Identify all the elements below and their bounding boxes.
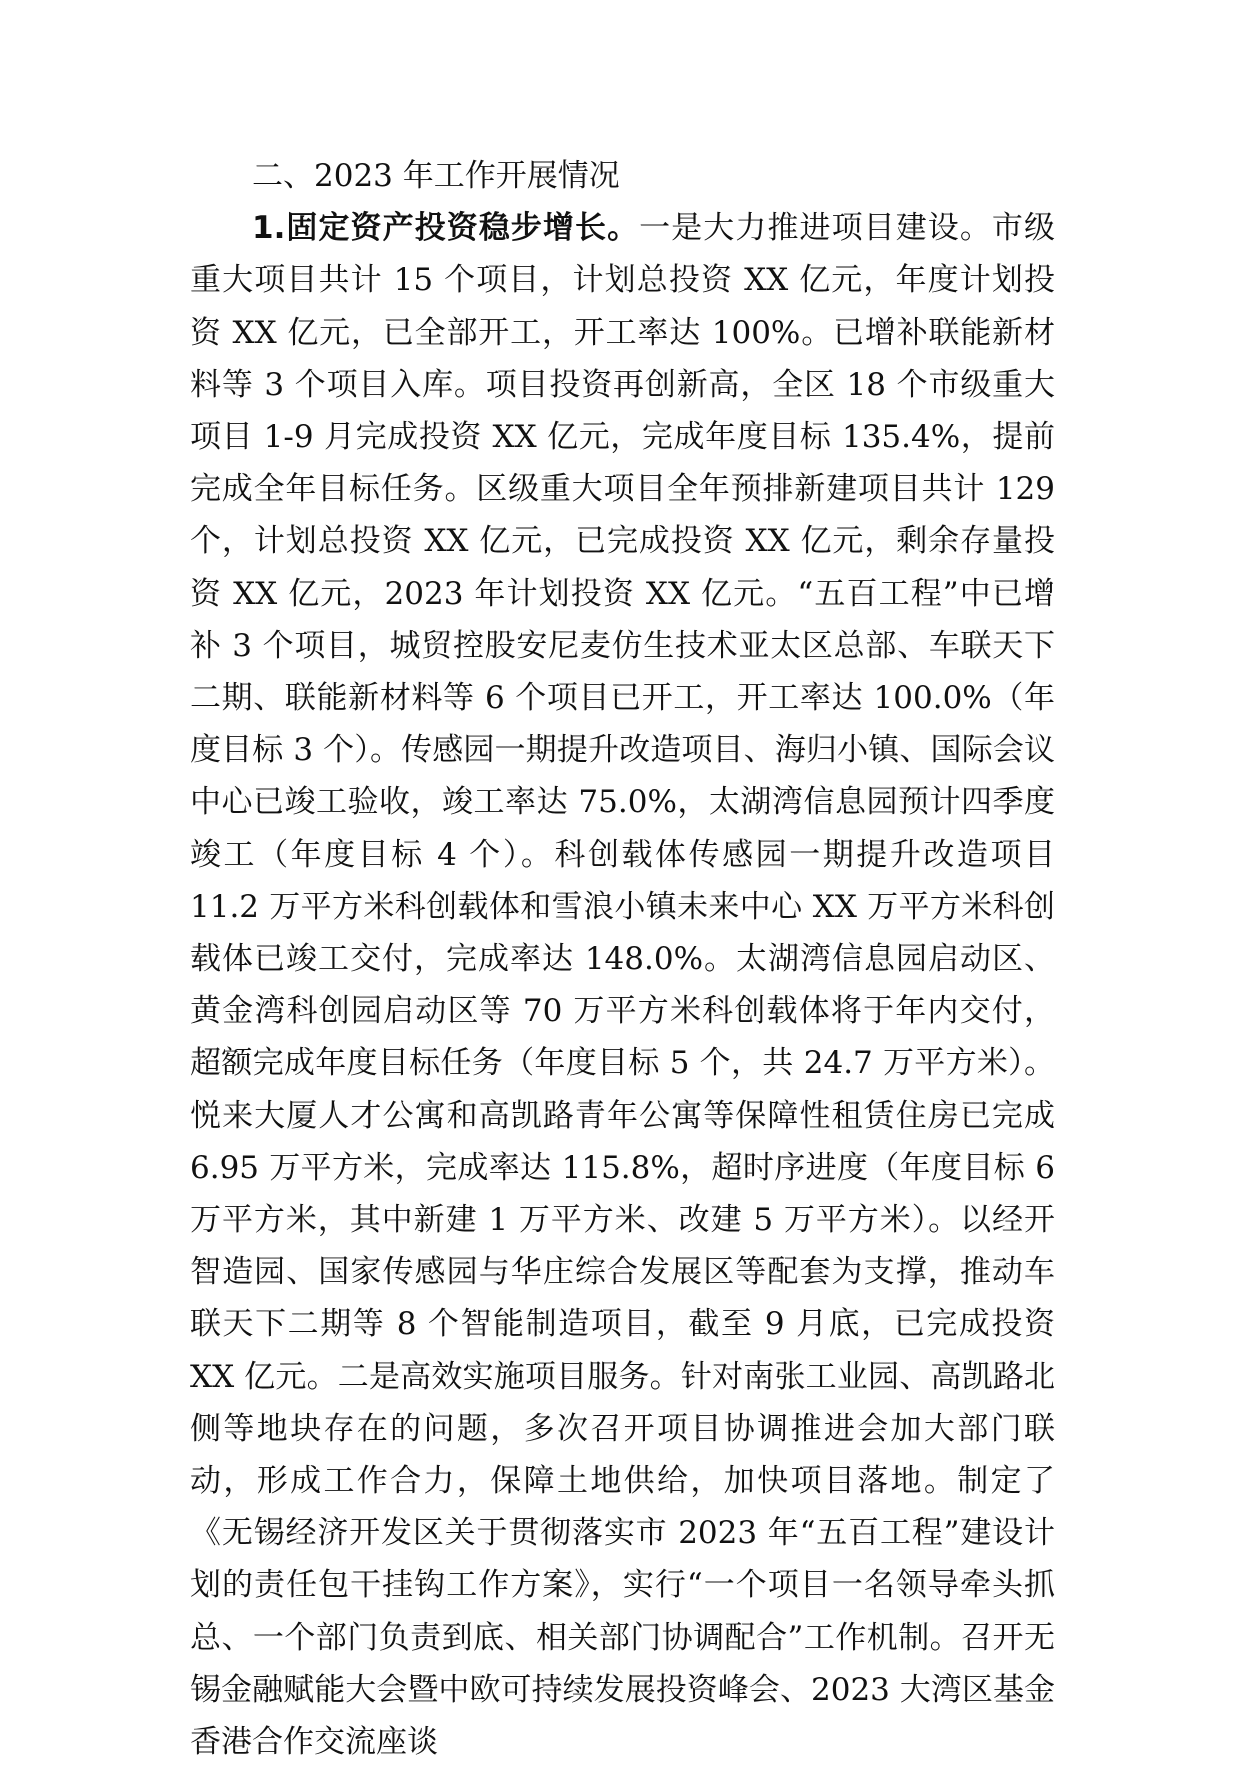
paragraph-fixed-asset-investment [190,202,1055,1768]
section-heading: 二、2023 年工作开展情况 [252,158,620,194]
document-body [190,150,1055,1768]
paragraph-body-text: 一是大力推进项目建设。市级重大项目共计 15 个项目，计划总投资 XX 亿元，年度计划投资 XX 亿元，已全部开工，开工率达 100%。已增补联能新材料等 3 个项目入库。项目投资再创新高，全区 18 个市级重大项目 1-9 月完成投资 XX 亿元，完成年度目标 135.4%，提前完成全年目标任务。区级重大项目全年预排新建项目共计 129 个，计划总投资 XX 亿元，已完成投资 XX 亿元，剩余存量投资 XX 亿元，2023 年计划投资 XX 亿元。“五百工程”中已增补 3 个项目，城贸控股安尼麦仿生技术亚太区总部、车联天下二期、联能新材料等 6 个项目已开工，开工率达 100.0%（年度目标 3 个）。传感园一期提升改造项目、海归小镇、国际会议中心已竣工验收，竣工率达 75.0%，太湖湾信息园预计四季度竣工（年度目标 4 个）。科创载体传感园一期提升改造项目 11.2 万平方米科创载体和雪浪小镇未来中心 XX 万平方米科创载体已竣工交付，完成率达 148.0%。太湖湾信息园启动区、黄金湾科创园启动区等 70 万平方米科创载体将于年内交付，超额完成年度目标任务（年度目标 5 个，共 24.7 万平方米）。悦来大厦人才公寓和高凯路青年公寓等保障性租赁住房已完成 6.95 万平方米，完成率达 115.8%，超时序进度（年度目标 6 万平方米，其中新建 1 万平方米、改建 5 万平方米）。以经开智造园、国家传感园与华庄综合发展区等配套为支撑，推动车联天下二期等 8 个智能制造项目，截至 9 月底，已完成投资 XX 亿元。二是高效实施项目服务。针对南张工业园、高凯路北侧等地块存在的问题，多次召开项目协调推进会加大部门联动，形成工作合力，保障土地供给，加快项目落地。制定了《无锡经济开发区关于贯彻落实市 2023 年“五百工程”建设计划的责任包干挂钩工作方案》，实行“一个项目一名领导牵头抓总、一个部门负责到底、相关部门协调配合”工作机制。召开无锡金融赋能大会暨中欧可持续发展投资峰会、2023 大湾区基金香港合作交流座谈 [190,210,1055,1761]
paragraph-lead-heading: 1.固定资产投资稳步增长。 [252,210,640,247]
